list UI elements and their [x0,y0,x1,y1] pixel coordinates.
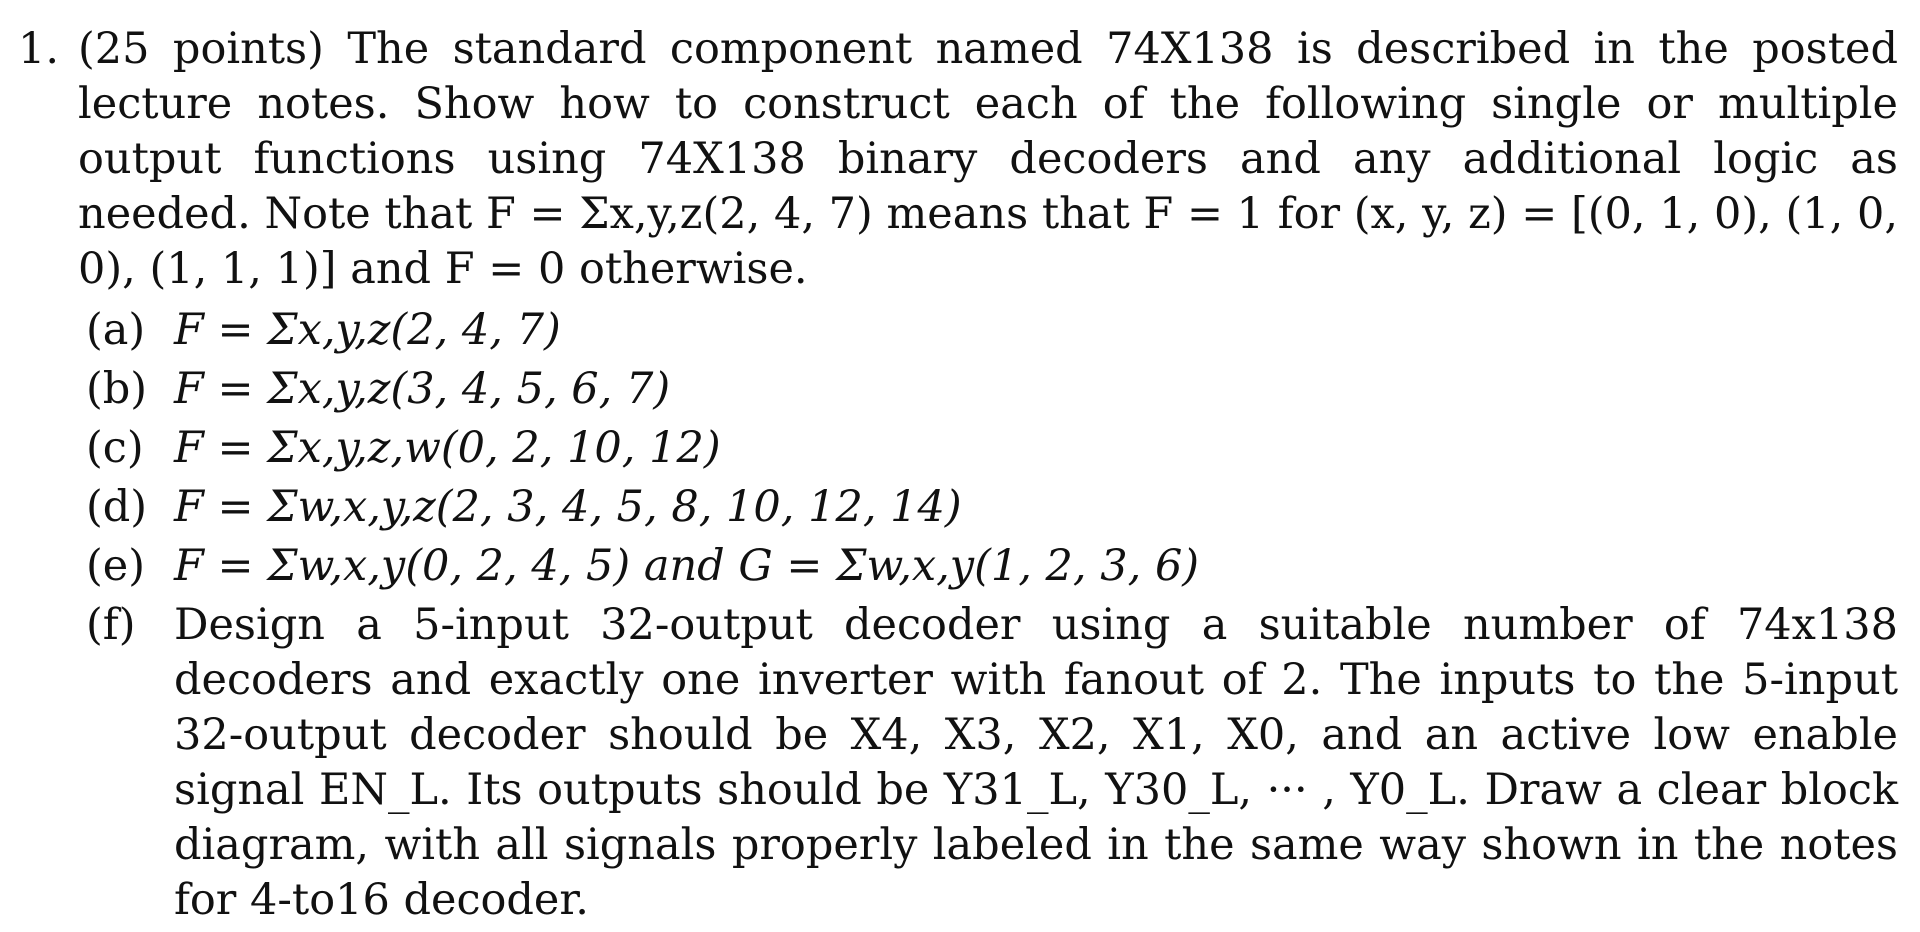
part-d [86,480,1898,535]
part-c [86,421,1898,476]
part-label: (e) [86,541,145,591]
problem-header [18,22,1898,297]
part-text: F = Σx,y,z(2, 4, 7) [174,305,561,355]
problem-intro: (25 points) The standard component named 74X138 is described in the posted lecture notes. Show how to construct each of the following single or multiple output functions using 74X138 binary decoders and any additional logic as needed. Note that F = Σx,y,z(2, 4, 7) means that F = 1 for (x, y, z) = [(0, 1, 0), (1, 0, 0), (1, 1, 1)] and F = 0 otherwise. [78,24,1898,294]
part-text: F = Σw,x,y,z(2, 3, 4, 5, 8, 10, 12, 14) [174,482,962,532]
problem-1 [18,22,1898,932]
part-label: (d) [86,482,148,532]
part-label: (f) [86,600,136,650]
part-text: F = Σw,x,y(0, 2, 4, 5) and G = Σw,x,y(1, 2, 3, 6) [174,541,1200,591]
problem-number: 1. [18,24,60,74]
part-f [86,598,1898,928]
part-a [86,303,1898,358]
part-e [86,539,1898,594]
part-label: (b) [86,364,148,414]
part-text: F = Σx,y,z,w(0, 2, 10, 12) [174,423,721,473]
part-text: Design a 5-input 32-output decoder using a suitable number of 74x138 decoders and exactly one inverter with fanout of 2. The inputs to the 5-input 32-output decoder should be X4, X3, X2, X1, X0, and an active low enable signal EN_L. Its outputs should be Y31_L, Y30_L, ··· , Y0_L. Draw a clear block diagram, with all signals properly labeled in the same way shown in the notes for 4-to16 decoder. [174,600,1898,925]
part-text: F = Σx,y,z(3, 4, 5, 6, 7) [174,364,671,414]
problem-parts [86,303,1898,928]
part-label: (a) [86,305,146,355]
part-label: (c) [86,423,144,473]
part-b [86,362,1898,417]
